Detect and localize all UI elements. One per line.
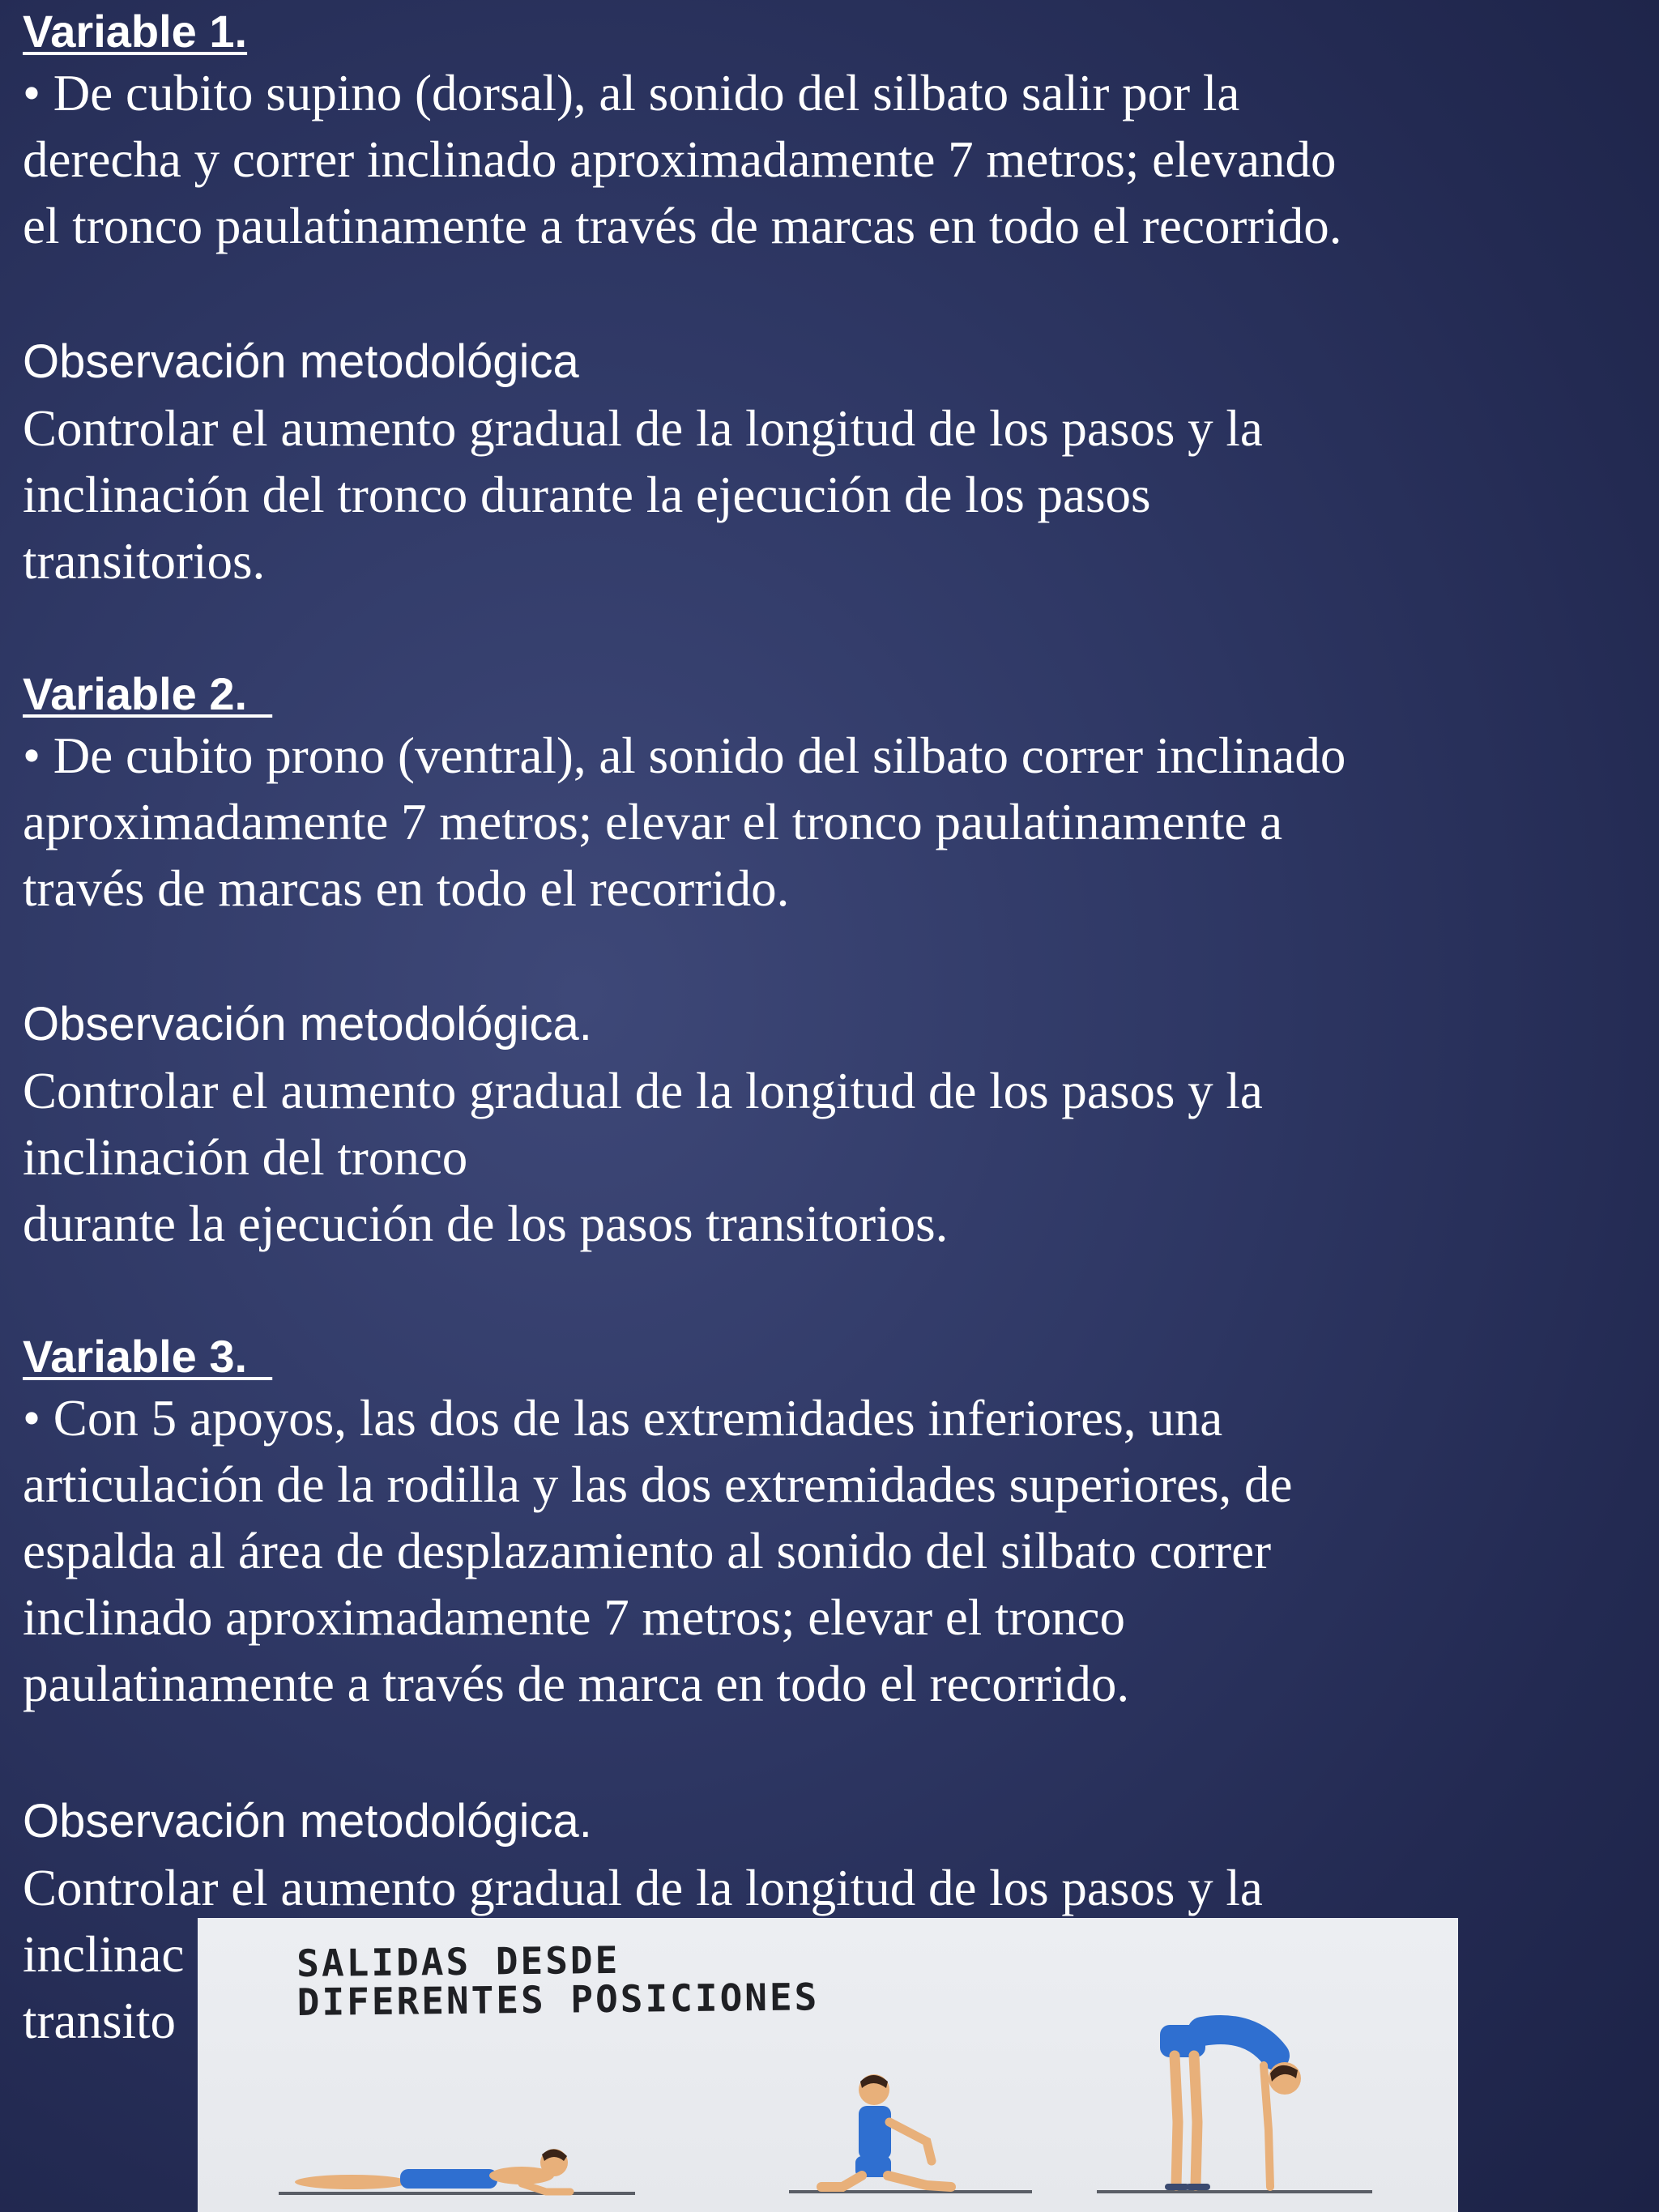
variable-2-section: [23, 666, 1643, 922]
description-line: espalda al área de desplazamiento al sonido del silbato correr: [23, 1523, 1272, 1579]
variable-1-title: Variable 1.: [23, 6, 248, 57]
observation-heading: Observación metodológica: [23, 335, 579, 388]
image-title-line-1: SALIDAS DESDE: [296, 1937, 621, 1985]
description-line: • De cubito supino (dorsal), al sonido del silbato salir por la: [23, 65, 1240, 121]
observation-line: Controlar el aumento gradual de la longitud de los pasos y la: [23, 1860, 1263, 1916]
observation-line: inclinación del tronco: [23, 1129, 468, 1186]
variable-3-section: [23, 1328, 1643, 1717]
description-line: inclinado aproximadamente 7 metros; elevar el tronco: [23, 1589, 1125, 1646]
variable-2-title: Variable 2.: [23, 668, 273, 719]
observation-text: [23, 1058, 1643, 1257]
observation-line: transito: [23, 1993, 176, 2049]
variable-3-title: Variable 3.: [23, 1331, 273, 1382]
observation-line: Controlar el aumento gradual de la longitud de los pasos y la: [23, 400, 1263, 457]
observation-line: inclinación del tronco durante la ejecución de los pasos: [23, 467, 1151, 523]
starting-positions-image: [198, 1918, 1458, 2212]
lying-prone-figure: [279, 2120, 635, 2212]
description-line: • Con 5 apoyos, las dos de las extremidades inferiores, una: [23, 1390, 1223, 1447]
observation-line: transitorios.: [23, 533, 266, 590]
kneeling-start-figure: [789, 2065, 1032, 2212]
observation-heading: Observación metodológica.: [23, 1795, 592, 1848]
variable-1-description: [23, 60, 1643, 259]
variable-1-observation: [23, 329, 1643, 595]
observation-heading: Observación metodológica.: [23, 998, 592, 1051]
description-line: través de marcas en todo el recorrido.: [23, 860, 790, 917]
variable-3-description: [23, 1385, 1643, 1717]
description-line: derecha y correr inclinado aproximadamente 7 metros; elevando: [23, 131, 1337, 188]
description-line: articulación de la rodilla y las dos extremidades superiores, de: [23, 1456, 1293, 1513]
image-title: [296, 1938, 820, 2022]
variable-2-observation: [23, 991, 1643, 1257]
observation-line: inclinac: [23, 1926, 185, 1983]
bent-over-start-figure: [1097, 2009, 1372, 2212]
variable-1-section: [23, 3, 1643, 259]
description-line: paulatinamente a través de marca en todo el recorrido.: [23, 1656, 1130, 1712]
observation-text: [23, 395, 1643, 595]
observation-line: Controlar el aumento gradual de la longitud de los pasos y la: [23, 1063, 1263, 1119]
description-line: aproximadamente 7 metros; elevar el tronco paulatinamente a: [23, 794, 1283, 850]
observation-line: durante la ejecución de los pasos transitorios.: [23, 1196, 949, 1252]
description-line: • De cubito prono (ventral), al sonido del silbato correr inclinado: [23, 727, 1346, 784]
variable-2-description: [23, 722, 1643, 922]
description-line: el tronco paulatinamente a través de marcas en todo el recorrido.: [23, 198, 1342, 254]
image-title-line-2: DIFERENTES POSICIONES: [296, 1975, 820, 2024]
